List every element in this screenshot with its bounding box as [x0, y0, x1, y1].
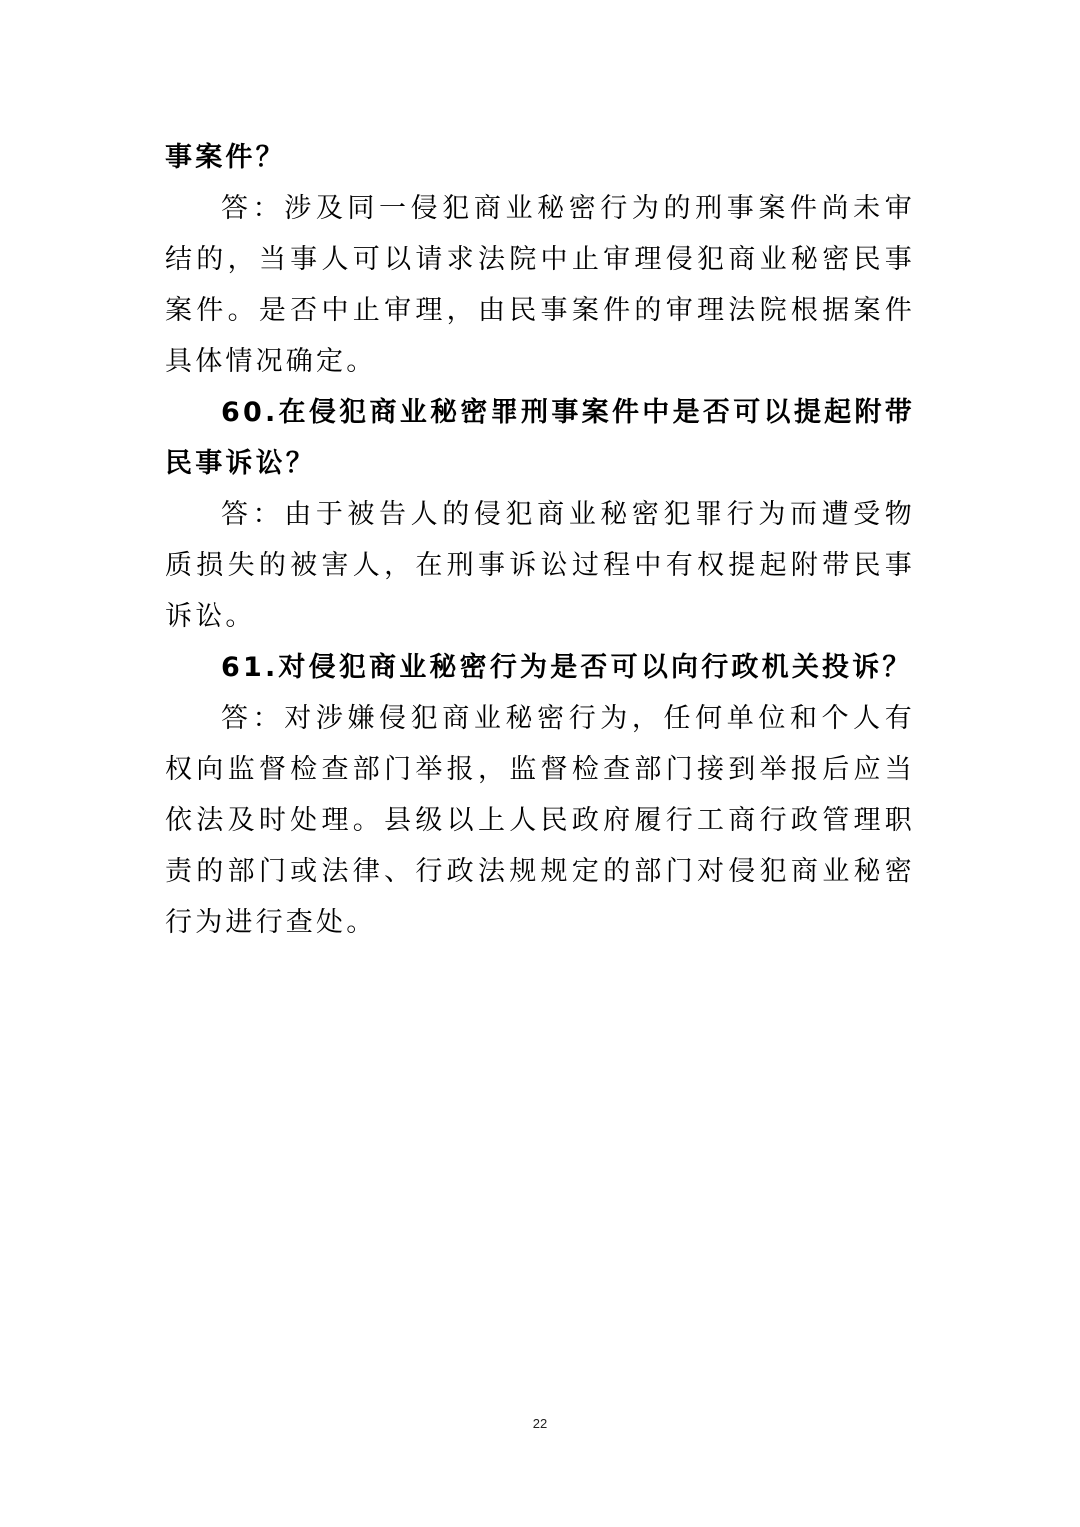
page-number: 22	[532, 1416, 548, 1431]
page-body	[165, 132, 915, 948]
answer-59: 答：涉及同一侵犯商业秘密行为的刑事案件尚未审结的，当事人可以请求法院中止审理侵犯商业秘密民事案件。是否中止审理，由民事案件的审理法院根据案件具体情况确定。	[165, 193, 915, 377]
answer-61: 答：对涉嫌侵犯商业秘密行为，任何单位和个人有权向监督检查部门举报，监督检查部门接到举报后应当依法及时处理。县级以上人民政府履行工商行政管理职责的部门或法律、行政法规规定的部门对侵犯商业秘密行为进行查处。	[165, 703, 915, 938]
question-59-continuation: 事案件？	[165, 142, 286, 173]
answer-60: 答：由于被告人的侵犯商业秘密犯罪行为而遭受物质损失的被害人，在刑事诉讼过程中有权提起附带民事诉讼。	[165, 499, 915, 632]
question-60: 60.在侵犯商业秘密罪刑事案件中是否可以提起附带民事诉讼？	[165, 397, 915, 479]
question-61: 61.对侵犯商业秘密行为是否可以向行政机关投诉？	[221, 652, 913, 683]
